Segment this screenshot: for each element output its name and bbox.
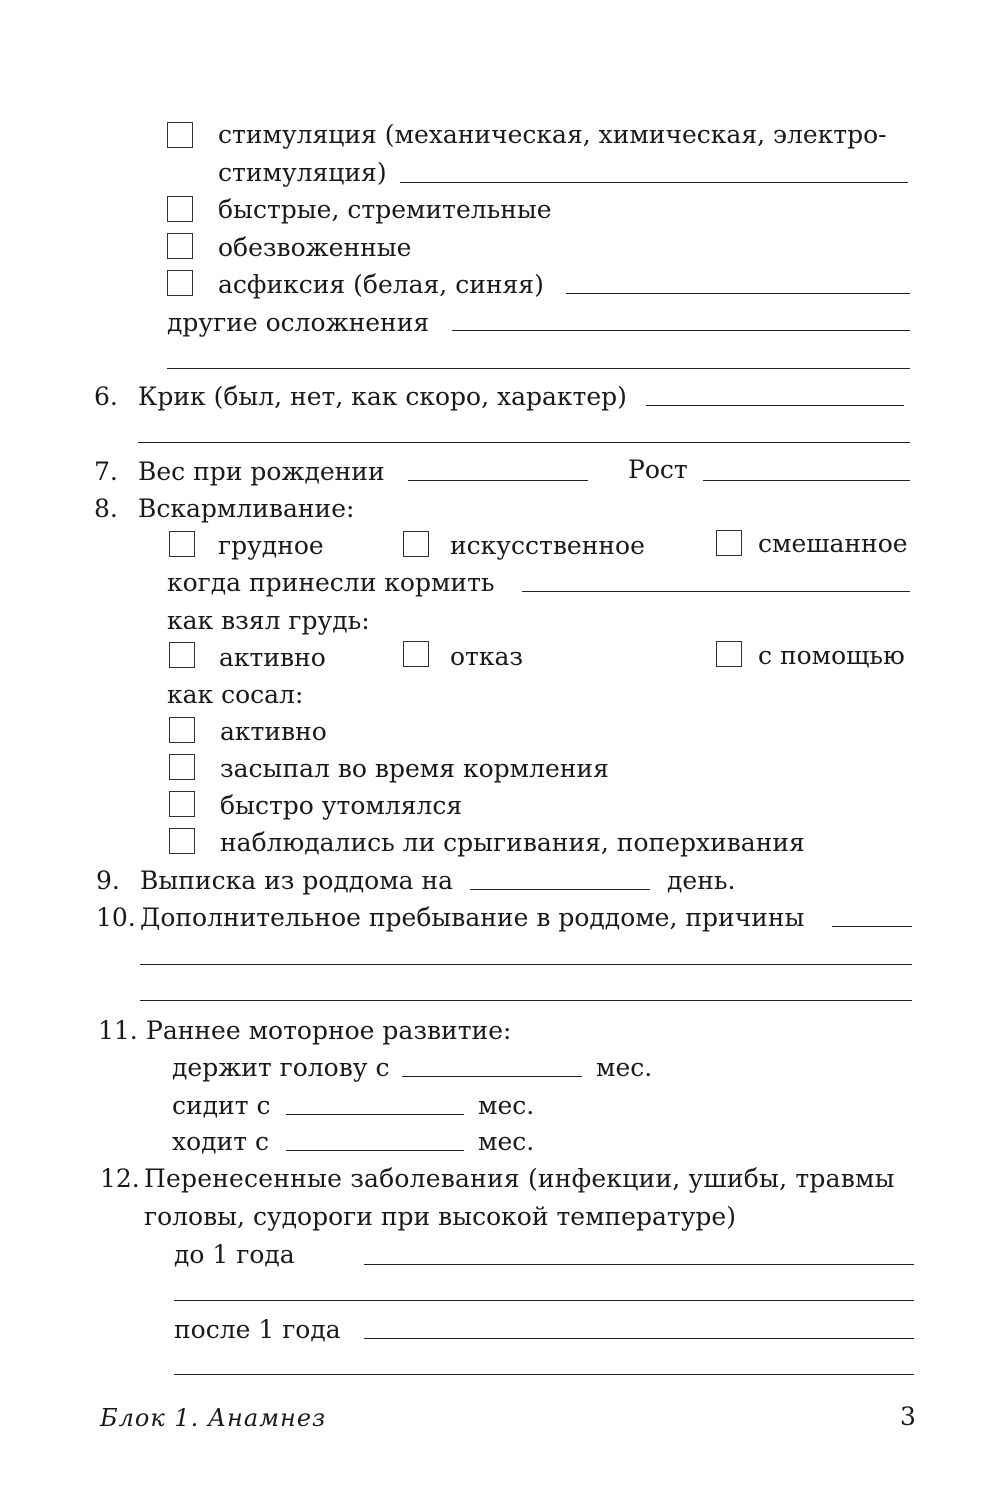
after-one-year-label: после 1 года [174,1315,341,1344]
head-control-line[interactable] [402,1076,582,1077]
discharge-label: Выписка из роддома на [140,866,454,895]
cry-answer-line-1[interactable] [646,405,904,406]
checkbox-latch-refuse[interactable] [403,641,429,667]
discharge-suffix: день. [667,866,736,895]
height-line[interactable] [703,480,910,481]
item-number-11: 11. [98,1016,138,1045]
item-number-8: 8. [94,494,118,523]
height-label: Рост [628,455,688,484]
cry-label: Крик (был, нет, как скоро, характер) [138,382,627,411]
birth-weight-label: Вес при рождении [138,457,385,486]
additional-stay-line-1[interactable] [832,926,912,927]
before-one-year-line-1[interactable] [364,1264,914,1265]
feeding-title: Вскармливание: [138,494,355,523]
past-diseases-line-2: головы, судороги при высокой температуре) [144,1202,736,1231]
cry-answer-line-2[interactable] [138,442,910,443]
latch-label: как взял грудь: [167,606,370,635]
head-control-label: держит голову с [172,1053,390,1082]
checkbox-stimulation[interactable] [167,122,193,148]
other-complications-line-2[interactable] [167,368,910,369]
discharge-day-line[interactable] [470,889,650,890]
motor-development-title: Раннее моторное развитие: [146,1016,512,1045]
sitting-label: сидит с [172,1091,271,1120]
option-latch-help: с помощью [758,641,905,670]
checkbox-asphyxia[interactable] [167,270,193,296]
checkbox-suck-sleep[interactable] [169,754,195,780]
checkbox-breast-feeding[interactable] [169,531,195,557]
option-latch-refuse: отказ [450,642,524,671]
past-diseases-line-1: Перенесенные заболевания (инфекции, ушибы, травмы [144,1164,895,1193]
additional-stay-label: Дополнительное пребывание в роддоме, причины [140,903,805,932]
option-mixed-feeding: смешанное [758,529,908,558]
after-one-year-line-1[interactable] [364,1338,914,1339]
checkbox-fast[interactable] [167,196,193,222]
birth-weight-line[interactable] [408,480,588,481]
option-suck-tired: быстро утомлялся [220,791,463,820]
option-asphyxia: асфиксия (белая, синяя) [218,270,544,299]
before-one-year-line-2[interactable] [174,1300,914,1301]
section-footer: Блок 1. Анамнез [100,1404,327,1432]
item-number-7: 7. [94,457,118,486]
asphyxia-answer-line[interactable] [566,293,910,294]
option-stimulation: стимуляция (механическая, химическая, электро- [218,120,887,149]
option-artificial-feeding: искусственное [450,531,645,560]
item-number-9: 9. [96,866,120,895]
sitting-line[interactable] [286,1114,464,1115]
suck-label: как сосал: [167,680,304,709]
additional-stay-line-2[interactable] [140,964,912,965]
checkbox-latch-active[interactable] [169,642,195,668]
first-feeding-line[interactable] [522,591,910,592]
item-number-10: 10. [96,903,136,932]
after-one-year-line-2[interactable] [174,1374,914,1375]
other-complications-label: другие осложнения [167,308,430,337]
checkbox-suck-active[interactable] [169,717,195,743]
stimulation-answer-line[interactable] [400,182,908,183]
checkbox-dehydrated[interactable] [167,233,193,259]
head-control-unit: мес. [596,1053,653,1082]
item-number-6: 6. [94,382,118,411]
option-stimulation-cont: стимуляция) [218,158,387,187]
walking-label: ходит с [172,1127,269,1156]
checkbox-suck-tired[interactable] [169,791,195,817]
option-dehydrated: обезвоженные [218,233,412,262]
additional-stay-line-3[interactable] [140,1000,912,1001]
checkbox-artificial-feeding[interactable] [403,531,429,557]
option-fast: быстрые, стремительные [218,195,552,224]
first-feeding-label: когда принесли кормить [167,568,495,597]
other-complications-line-1[interactable] [452,330,910,331]
walking-unit: мес. [478,1127,535,1156]
before-one-year-label: до 1 года [174,1240,295,1269]
checkbox-suck-regurgitation[interactable] [169,828,195,854]
option-suck-sleep: засыпал во время кормления [220,754,609,783]
option-suck-active: активно [220,717,327,746]
option-suck-regurgitation: наблюдались ли срыгивания, поперхивания [220,828,805,857]
item-number-12: 12. [100,1164,140,1193]
option-breast-feeding: грудное [218,531,324,560]
walking-line[interactable] [286,1150,464,1151]
checkbox-latch-help[interactable] [716,641,742,667]
checkbox-mixed-feeding[interactable] [716,530,742,556]
sitting-unit: мес. [478,1091,535,1120]
option-latch-active: активно [219,643,326,672]
page-number: 3 [900,1402,916,1431]
